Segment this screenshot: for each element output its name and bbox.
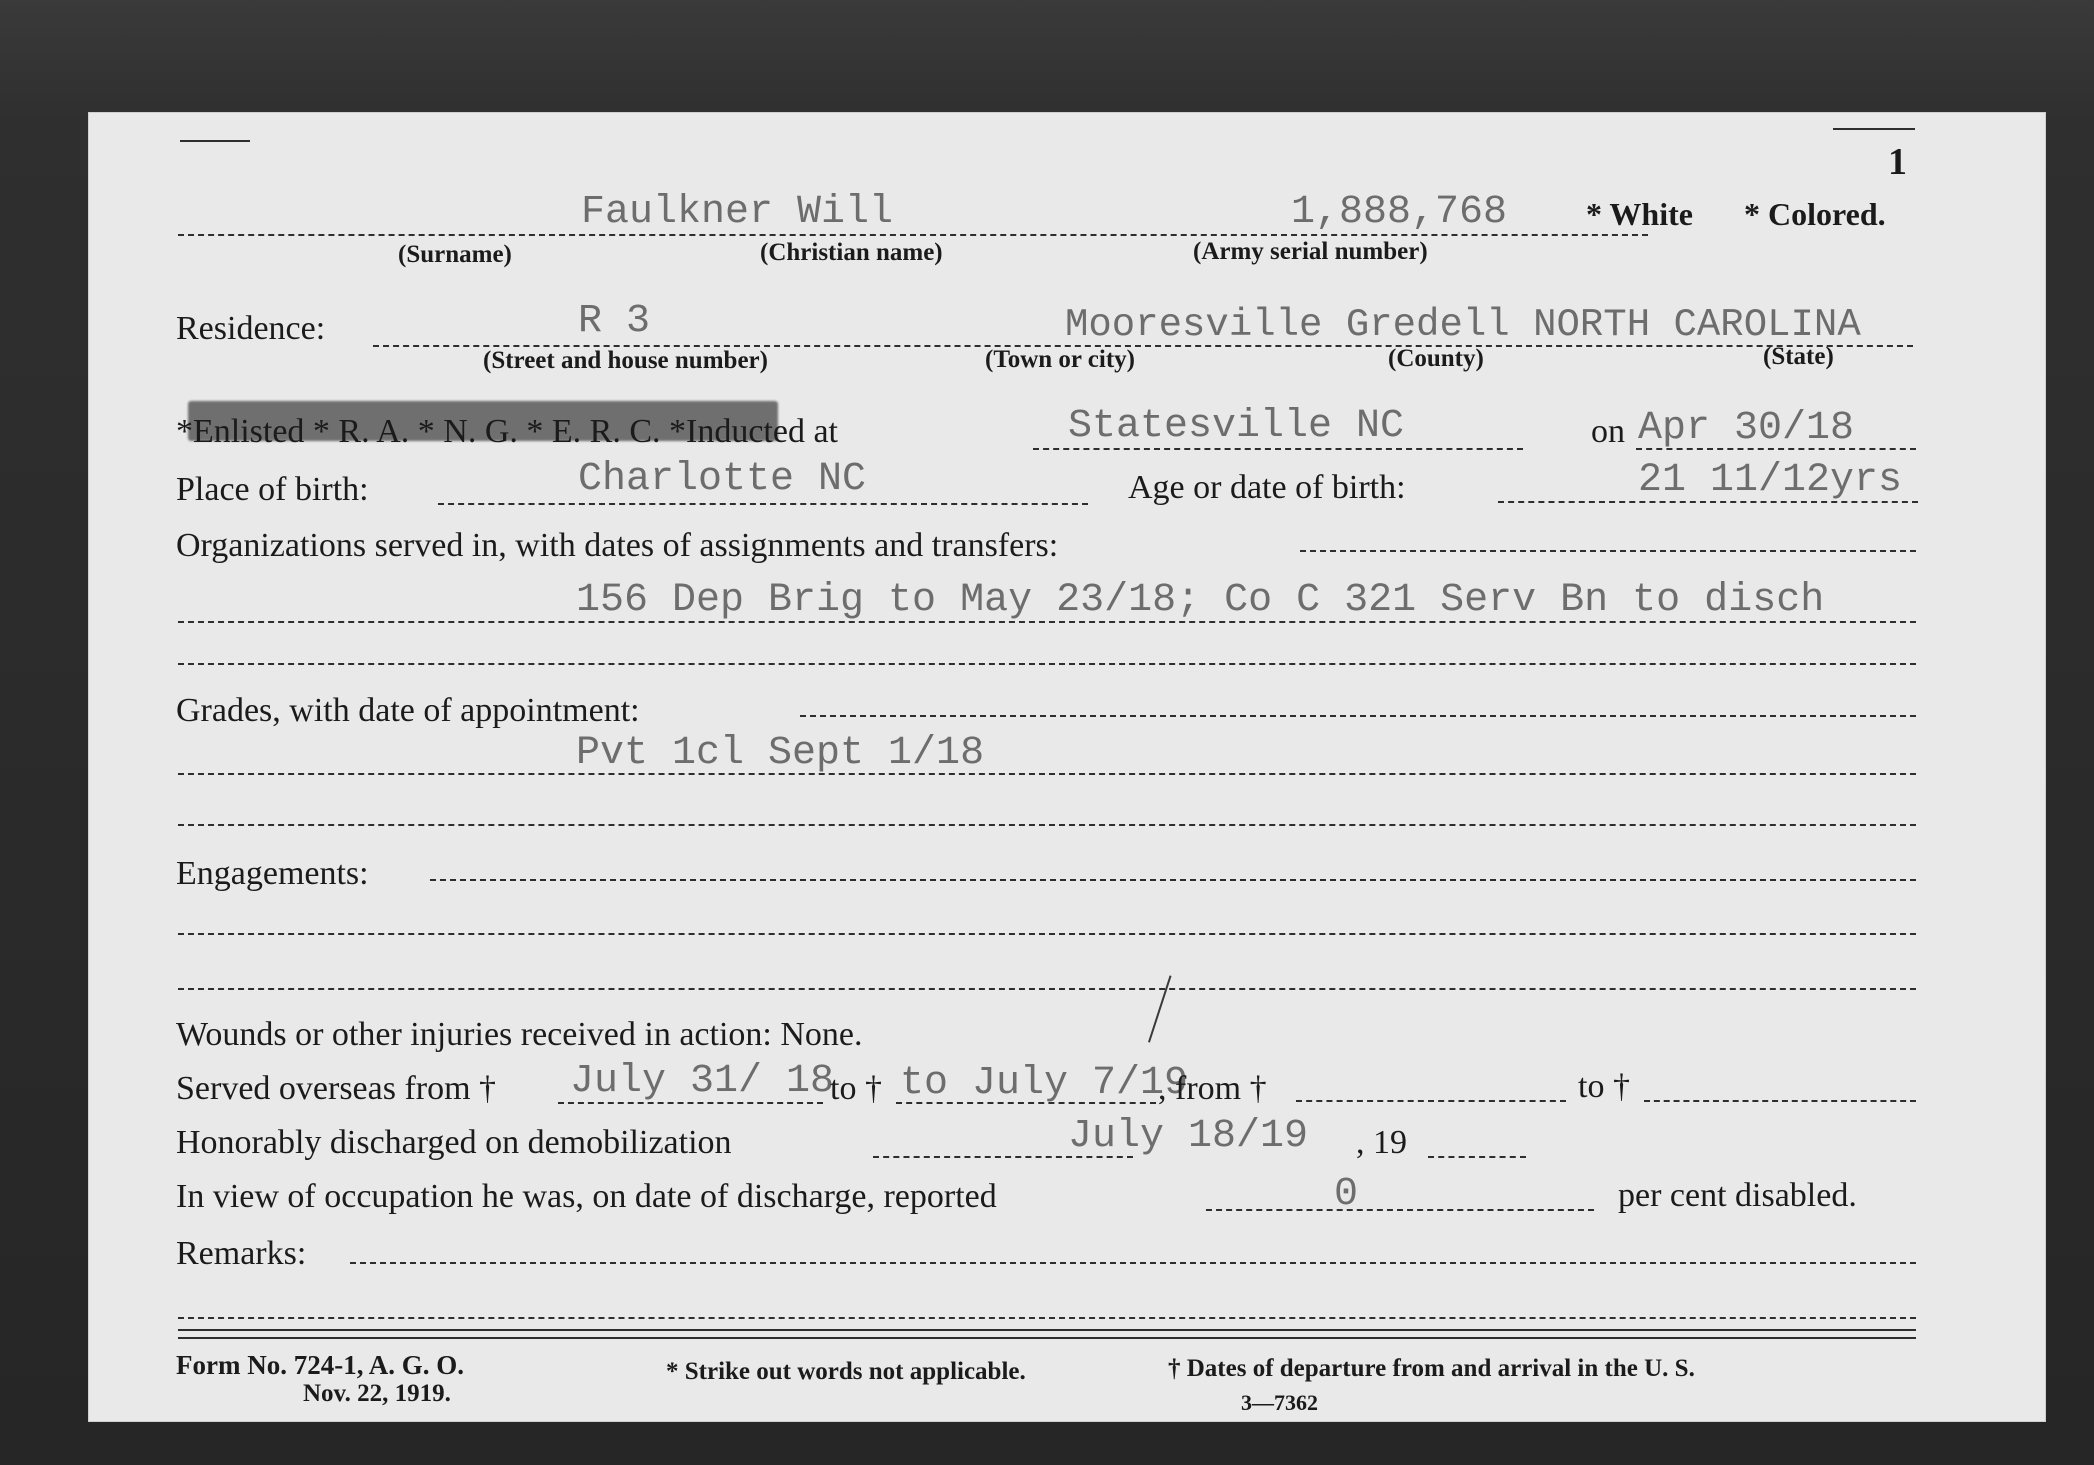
footer-rule-1: [178, 1329, 1916, 1331]
overseas-to2-line: [1644, 1100, 1916, 1102]
town-caption: (Town or city): [985, 346, 1135, 373]
remarks-line-1: [350, 1262, 1916, 1264]
grades-value: Pvt 1cl Sept 1/18: [576, 731, 985, 776]
inducted-place-line: [1033, 448, 1523, 450]
dates-note: † Dates of departure from and arrival in the U. S.: [1168, 1355, 1695, 1382]
overseas-from2-line: [1296, 1100, 1566, 1102]
place-of-birth-value: Charlotte NC: [578, 457, 867, 502]
disability-label: In view of occupation he was, on date of discharge, reported: [176, 1178, 997, 1215]
overseas-from2-label: , from †: [1158, 1070, 1267, 1107]
discharge-year-label: , 19: [1356, 1124, 1407, 1161]
overseas-label: Served overseas from †: [176, 1070, 497, 1107]
form-date: Nov. 22, 1919.: [303, 1380, 451, 1407]
organizations-line-2: [178, 621, 1916, 623]
engagements-line-3: [178, 988, 1916, 990]
overseas-to-label: to †: [830, 1070, 882, 1107]
colored-label: * Colored.: [1744, 196, 1886, 232]
grades-line-3: [178, 824, 1916, 826]
discharge-date-value: July 18/19: [1068, 1114, 1309, 1159]
name-line: [178, 234, 1648, 236]
engagements-line-1: [430, 879, 1916, 881]
discharge-label: Honorably discharged on demobilization: [176, 1124, 732, 1161]
top-right-rule: [1833, 128, 1915, 130]
place-of-birth-line: [438, 503, 1088, 505]
print-code: 3—7362: [1241, 1390, 1318, 1415]
county-caption: (County): [1388, 345, 1484, 372]
age-value: 21 11/12yrs: [1638, 458, 1903, 503]
overseas-to-line: [896, 1102, 1156, 1104]
disability-value: 0: [1334, 1172, 1359, 1217]
remarks-line-2: [178, 1317, 1916, 1319]
inducted-date-line: [1636, 448, 1916, 450]
serial-caption: (Army serial number): [1193, 238, 1428, 265]
discharge-date-line: [873, 1156, 1133, 1158]
age-label: Age or date of birth:: [1128, 469, 1406, 506]
enlistment-label: *Enlisted * R. A. * N. G. * E. R. C. *Inducted at: [176, 413, 839, 450]
residence-label: Residence:: [176, 310, 326, 347]
inducted-date-value: Apr 30/18: [1638, 406, 1855, 451]
organizations-line-1: [1300, 550, 1916, 552]
age-line: [1498, 501, 1918, 503]
christian-name-caption: (Christian name): [760, 239, 943, 266]
grades-line-1: [800, 715, 1916, 717]
organizations-value: 156 Dep Brig to May 23/18; Co C 321 Serv Bn to disch: [576, 578, 1825, 623]
street-value: R 3: [578, 299, 651, 344]
overseas-from-line: [558, 1102, 823, 1104]
service-record-card: [88, 112, 2046, 1422]
organizations-label: Organizations served in, with dates of assignments and transfers:: [176, 527, 1059, 564]
state-caption: (State): [1763, 343, 1834, 370]
top-left-rule: [180, 140, 250, 142]
wounds-label: Wounds or other injuries received in action: None.: [176, 1016, 863, 1053]
serial-value: 1,888,768: [1291, 190, 1508, 235]
form-number: Form No. 724-1, A. G. O.: [176, 1350, 464, 1380]
disability-suffix: per cent disabled.: [1618, 1177, 1857, 1214]
engagements-line-2: [178, 933, 1916, 935]
place-of-birth-label: Place of birth:: [176, 471, 369, 508]
white-label: * White: [1586, 196, 1693, 232]
discharge-year-line: [1428, 1156, 1526, 1158]
strike-out-note: * Strike out words not applicable.: [666, 1358, 1026, 1385]
inducted-place-value: Statesville NC: [1068, 404, 1405, 449]
grades-line-2: [178, 773, 1916, 775]
town-county-state-value: Mooresville Gredell NORTH CAROLINA: [1065, 303, 1861, 347]
hand-check-mark: [1148, 975, 1172, 1042]
engagements-label: Engagements:: [176, 855, 369, 892]
on-label: on: [1591, 413, 1625, 450]
name-value: Faulkner Will: [581, 190, 894, 235]
overseas-to-value: to July 7/19: [900, 1061, 1189, 1106]
surname-caption: (Surname): [398, 241, 512, 268]
overseas-to2-label: to †: [1578, 1068, 1630, 1105]
card-number: 1: [1888, 141, 1907, 183]
street-caption: (Street and house number): [483, 347, 768, 374]
disability-line: [1206, 1209, 1594, 1211]
organizations-line-3: [178, 663, 1916, 665]
remarks-label: Remarks:: [176, 1235, 307, 1272]
overseas-from-value: July 31/ 18: [570, 1059, 835, 1104]
footer-rule-2: [178, 1337, 1916, 1339]
grades-label: Grades, with date of appointment:: [176, 692, 640, 729]
